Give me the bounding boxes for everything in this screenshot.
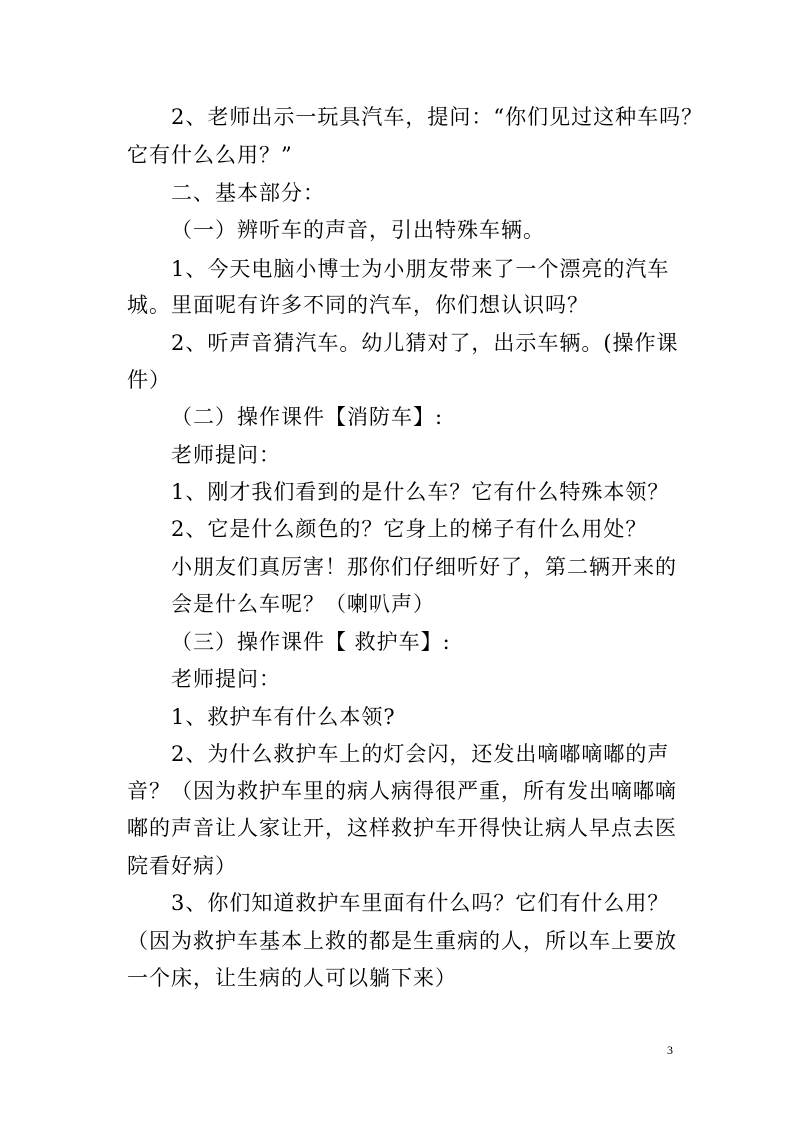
text-line: 老师提问： (171, 667, 281, 691)
text-line: （因为救护车基本上救的都是生重病的人，所以车上要放 (127, 929, 677, 953)
text-line: 嘟的声音让人家让开，这样救护车开得快让病人早点去医 (127, 816, 677, 840)
text-line: 2、老师出示一玩具汽车，提问：“你们见过这种车吗？ (171, 105, 704, 129)
text-line: 小朋友们真厉害！那你们仔细听好了，第二辆开来的 (171, 555, 677, 579)
text-line: 老师提问： (171, 443, 281, 467)
text-line: 会是什么车呢？（喇叭声） (171, 592, 435, 616)
text-line: （一）辨听车的声音，引出特殊车辆。 (171, 218, 545, 242)
text-line: （二）操作课件【消防车】: (171, 405, 444, 429)
text-line: 城。里面呢有许多不同的汽车，你们想认识吗？ (127, 293, 589, 317)
text-line: 2、听声音猜汽车。幼儿猜对了，出示车辆。(操作课 (171, 331, 679, 355)
text-line: 1、今天电脑小博士为小朋友带来了一个漂亮的汽车 (171, 257, 670, 281)
text-line: 一个床，让生病的人可以躺下来） (127, 966, 457, 990)
text-line: 3、你们知道救护车里面有什么吗？它们有什么用？ (171, 891, 670, 915)
text-line: （三）操作课件【 救护车】: (171, 630, 451, 654)
page-number: 3 (667, 1043, 673, 1057)
text-line: 它有什么么用？” (127, 143, 293, 167)
text-line: 1、刚才我们看到的是什么车？它有什么特殊本领？ (171, 480, 670, 504)
text-line: 二、基本部分： (171, 181, 325, 205)
text-line: 2、它是什么颜色的？它身上的梯子有什么用处？ (171, 517, 648, 541)
text-line: 件） (127, 368, 171, 392)
text-line: 音？（因为救护车里的病人病得很严重，所有发出嘀嘟嘀 (127, 779, 677, 803)
text-line: 院看好病） (127, 854, 237, 878)
text-line: 2、为什么救护车上的灯会闪，还发出嘀嘟嘀嘟的声 (171, 742, 670, 766)
text-line: 1、救护车有什么本领? (171, 705, 396, 729)
